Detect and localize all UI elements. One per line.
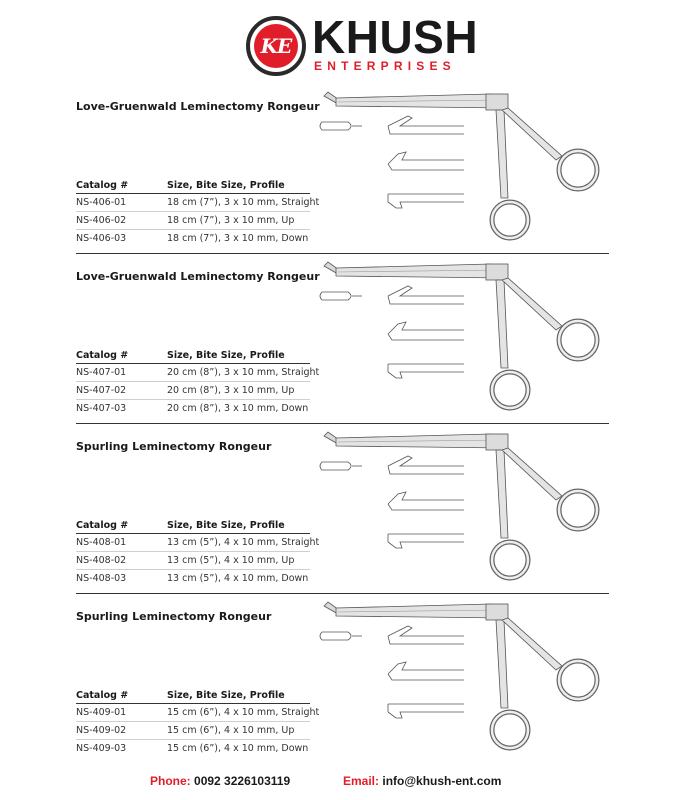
catalog-header: Catalog # [76, 350, 129, 361]
catalog-table [76, 520, 320, 587]
phone-contact [150, 774, 290, 788]
table-row [76, 382, 310, 400]
email-contact [343, 774, 501, 788]
rongeur-illustration [316, 418, 616, 588]
logo [246, 16, 306, 76]
table-header [76, 180, 310, 194]
size-spec: 15 cm (6”), 4 x 10 mm, Up [167, 725, 295, 736]
size-header: Size, Bite Size, Profile [167, 520, 285, 531]
catalog-number: NS-408-03 [76, 573, 127, 584]
catalog-table [76, 180, 320, 247]
size-spec: 13 cm (5”), 4 x 10 mm, Up [167, 555, 295, 566]
section-title: Spurling Leminectomy Rongeur [76, 440, 272, 453]
header [0, 0, 689, 90]
section-title: Spurling Leminectomy Rongeur [76, 610, 272, 623]
table-row [76, 364, 320, 382]
table-header [76, 350, 310, 364]
product-section-1 [0, 100, 689, 270]
brand-subtitle: ENTERPRISES [314, 59, 456, 73]
email-label: Email: [343, 774, 380, 788]
catalog-number: NS-407-03 [76, 403, 127, 414]
phone-number[interactable]: 0092 3226103119 [194, 774, 291, 788]
catalog-number: NS-408-02 [76, 555, 127, 566]
size-spec: 15 cm (6”), 4 x 10 mm, Down [167, 743, 309, 754]
size-spec: 20 cm (8”), 3 x 10 mm, Up [167, 385, 295, 396]
catalog-number: NS-409-03 [76, 743, 127, 754]
catalog-number: NS-409-01 [76, 707, 127, 718]
brand-name: KHUSH [312, 11, 479, 63]
table-row [76, 570, 310, 587]
section-title: Love-Gruenwald Leminectomy Rongeur [76, 270, 320, 283]
phone-label: Phone: [150, 774, 191, 788]
size-spec: 18 cm (7”), 3 x 10 mm, Up [167, 215, 295, 226]
rongeur-illustration [316, 588, 616, 758]
rongeur-illustration [316, 248, 616, 418]
table-row [76, 194, 320, 212]
catalog-number: NS-406-03 [76, 233, 127, 244]
table-row [76, 552, 310, 570]
product-section-2 [0, 270, 689, 440]
size-header: Size, Bite Size, Profile [167, 180, 285, 191]
product-section-4 [0, 610, 689, 780]
catalog-table [76, 690, 320, 757]
catalog-header: Catalog # [76, 690, 129, 701]
size-spec: 18 cm (7”), 3 x 10 mm, Down [167, 233, 309, 244]
catalog-number: NS-407-01 [76, 367, 127, 378]
size-spec: 20 cm (8”), 3 x 10 mm, Down [167, 403, 309, 414]
size-spec: 15 cm (6”), 4 x 10 mm, Straight [167, 707, 320, 718]
table-row [76, 534, 320, 552]
product-section-3 [0, 440, 689, 610]
contact-footer [0, 774, 689, 792]
table-row [76, 704, 320, 722]
size-spec: 13 cm (5”), 4 x 10 mm, Straight [167, 537, 320, 548]
table-row [76, 740, 310, 757]
size-header: Size, Bite Size, Profile [167, 690, 285, 701]
table-row [76, 230, 310, 247]
email-address[interactable]: info@khush-ent.com [382, 774, 502, 788]
table-header [76, 690, 310, 704]
rongeur-illustration [316, 78, 616, 248]
catalog-table [76, 350, 320, 417]
logo-monogram: KE [254, 24, 298, 68]
size-spec: 18 cm (7”), 3 x 10 mm, Straight [167, 197, 320, 208]
table-header [76, 520, 310, 534]
catalog-number: NS-409-02 [76, 725, 127, 736]
section-title: Love-Gruenwald Leminectomy Rongeur [76, 100, 320, 113]
size-header: Size, Bite Size, Profile [167, 350, 285, 361]
table-row [76, 400, 310, 417]
catalog-number: NS-408-01 [76, 537, 127, 548]
size-spec: 13 cm (5”), 4 x 10 mm, Down [167, 573, 309, 584]
catalog-number: NS-406-02 [76, 215, 127, 226]
size-spec: 20 cm (8”), 3 x 10 mm, Straight [167, 367, 320, 378]
catalog-header: Catalog # [76, 520, 129, 531]
catalog-number: NS-406-01 [76, 197, 127, 208]
table-row [76, 722, 310, 740]
catalog-header: Catalog # [76, 180, 129, 191]
table-row [76, 212, 310, 230]
catalog-number: NS-407-02 [76, 385, 127, 396]
